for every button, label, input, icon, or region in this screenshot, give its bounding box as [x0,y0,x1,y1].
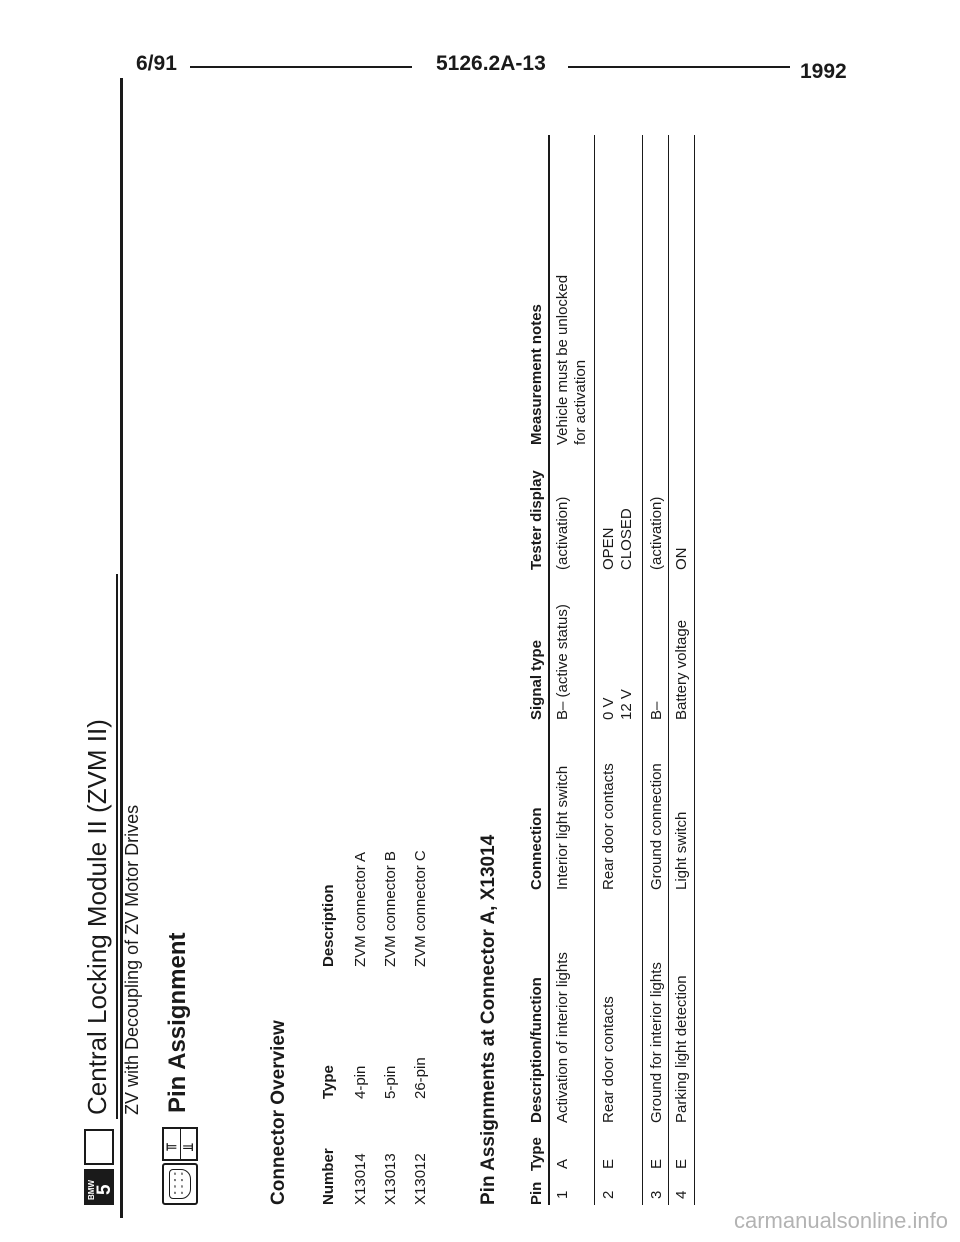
pin-connection-cell: Interior light switch [554,765,571,890]
pin-connection-cell: Light switch [673,811,690,890]
pin-type-cell: E [600,1158,617,1169]
bmw-brand-text: BMW [87,1180,96,1200]
section-title: Pin Assignment [164,932,191,1113]
pin-tester-line: OPEN [600,527,617,570]
connector-pins-icon: ∘∘∘∘ ∘∘∘∘ [172,1169,186,1195]
bmw-series-number: 5 [94,1184,115,1195]
pin-number-cell: 1 [554,1190,571,1199]
pin-col-type: Type [528,1137,545,1171]
header-date: 6/91 [136,52,177,75]
overview-description-cell: ZVM connector B [382,851,399,967]
pin-col-signal-type: Signal type [528,639,545,720]
overview-col-number: Number [320,1148,337,1205]
row-divider [668,135,669,1205]
pin-type-cell: A [554,1158,571,1169]
pin-number-cell: 2 [600,1190,617,1199]
page-subtitle: ZV with Decoupling of ZV Motor Drives [122,804,142,1115]
pin-col-description: Description/function [528,977,545,1123]
pin-connection-cell: Rear door contacts [600,763,617,890]
rotated-content [70,125,710,1205]
page-title: Central Locking Module II (ZVM II) [82,719,112,1115]
pin-tester-cell: (activation) [554,496,571,570]
overview-number-cell: X13013 [382,1153,399,1205]
pin-tester-cell: (activation) [648,496,665,570]
connector-overview-heading: Connector Overview [268,1020,289,1205]
pin-description-cell: Parking light detection [673,975,690,1123]
header-rule-left [190,66,412,68]
header-doc-number: 5126.2A-13 [436,52,546,75]
connector-plug-icon [162,1163,198,1205]
overview-col-description: Description [320,884,337,967]
row-divider [642,135,643,1205]
watermark: carmanualsonline.info [733,1208,948,1233]
overview-type-cell: 4-pin [352,1065,369,1099]
pin-col-tester-display: Tester display [528,470,545,570]
bmw-logo-cell [84,1169,114,1205]
pin-type-cell: E [673,1158,690,1169]
pin-tester-cell: ON [673,547,690,570]
overview-description-cell: ZVM connector C [412,850,429,967]
pin-description-cell: Rear door contacts [600,996,617,1123]
bmw-series-badge [84,1129,114,1205]
pin-col-measurement-notes: Measurement notes [528,304,545,445]
pin-symbol-icon: ⫪ [163,1143,179,1151]
pin-assignments-heading: Pin Assignments at Connector A, X13014 [478,834,499,1205]
table-bottom-rule [694,135,695,1205]
pin-signal-line: 0 V [600,697,617,720]
pin-signal-cell: B– [648,701,665,720]
pin-col-pin: Pin [528,1181,545,1205]
pin-notes-line: for activation [572,359,589,445]
socket-symbol-icon: ⫫ [180,1143,196,1151]
pin-number-cell: 4 [673,1190,690,1199]
badge-empty-cell [84,1129,114,1165]
pin-tester-line: CLOSED [618,508,635,570]
pin-type-cell: E [648,1158,665,1169]
overview-number-cell: X13012 [412,1153,429,1205]
header-rule-right [568,66,790,68]
overview-description-cell: ZVM connector A [352,851,369,967]
pin-notes-line: Vehicle must be unlocked [554,274,571,445]
pin-number-cell: 3 [648,1190,665,1199]
overview-type-cell: 5-pin [382,1065,399,1099]
overview-col-type: Type [320,1065,337,1099]
pin-description-cell: Ground for interior lights [648,962,665,1123]
pin-signal-cell: Battery voltage [673,619,690,720]
pin-signal-line: 12 V [618,689,635,720]
pin-col-connection: Connection [528,807,545,890]
title-rule [116,574,118,1119]
pin-connection-cell: Ground connection [648,763,665,890]
overview-type-cell: 26-pin [412,1057,429,1099]
header-year: 1992 [800,60,847,83]
pin-description-cell: Activation of interior lights [554,952,571,1123]
overview-number-cell: X13014 [352,1153,369,1205]
pin-socket-symbol-icon [162,1127,198,1161]
pin-signal-cell: B– (active status) [554,604,571,720]
table-header-rule [548,135,550,1205]
row-divider [594,135,595,1205]
